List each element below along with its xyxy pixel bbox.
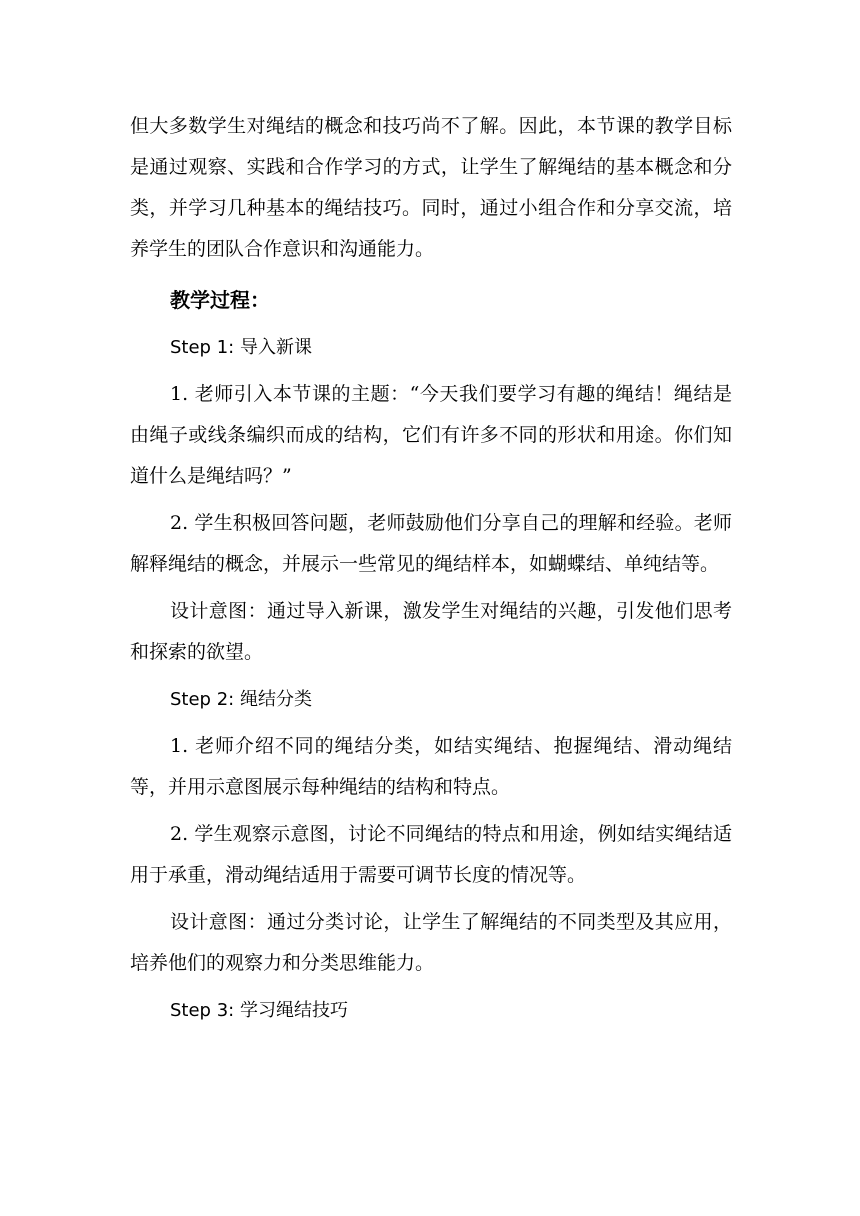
step-1-item-1: 1. 老师引入本节课的主题：“今天我们要学习有趣的绳结！绳结是由绳子或线条编织而成的结构，它们有许多不同的形状和用途。你们知道什么是绳结吗？”: [130, 383, 732, 487]
step-1-item-2: 2. 学生积极回答问题，老师鼓励他们分享自己的理解和经验。老师解释绳结的概念，并展示一些常见的绳结样本，如蝴蝶结、单纯结等。: [130, 512, 732, 575]
document-body: [130, 106, 732, 1031]
section-heading-teaching-process: 教学过程：: [170, 288, 270, 312]
step-2-item-2: 2. 学生观察示意图，讨论不同绳结的特点和用途，例如结实绳结适用于承重，滑动绳结适用于需要可调节长度的情况等。: [130, 823, 732, 886]
step-2-title: Step 2: 绳结分类: [170, 689, 312, 710]
step-1-title: Step 1: 导入新课: [170, 337, 312, 358]
paragraph-intro-continued: 但大多数学生对绳结的概念和技巧尚不了解。因此，本节课的教学目标是通过观察、实践和合作学习的方式，让学生了解绳结的基本概念和分类，并学习几种基本的绳结技巧。同时，通过小组合作和分享交流，培养学生的团队合作意识和沟通能力。: [130, 115, 732, 260]
step-2-design-intent: 设计意图：通过分类讨论，让学生了解绳结的不同类型及其应用，培养他们的观察力和分类思维能力。: [130, 911, 732, 974]
step-3-title: Step 3: 学习绳结技巧: [170, 1000, 348, 1021]
step-2-item-1: 1. 老师介绍不同的绳结分类，如结实绳结、抱握绳结、滑动绳结等，并用示意图展示每种绳结的结构和特点。: [130, 735, 732, 798]
step-1-design-intent: 设计意图：通过导入新课，激发学生对绳结的兴趣，引发他们思考和探索的欲望。: [130, 600, 732, 663]
